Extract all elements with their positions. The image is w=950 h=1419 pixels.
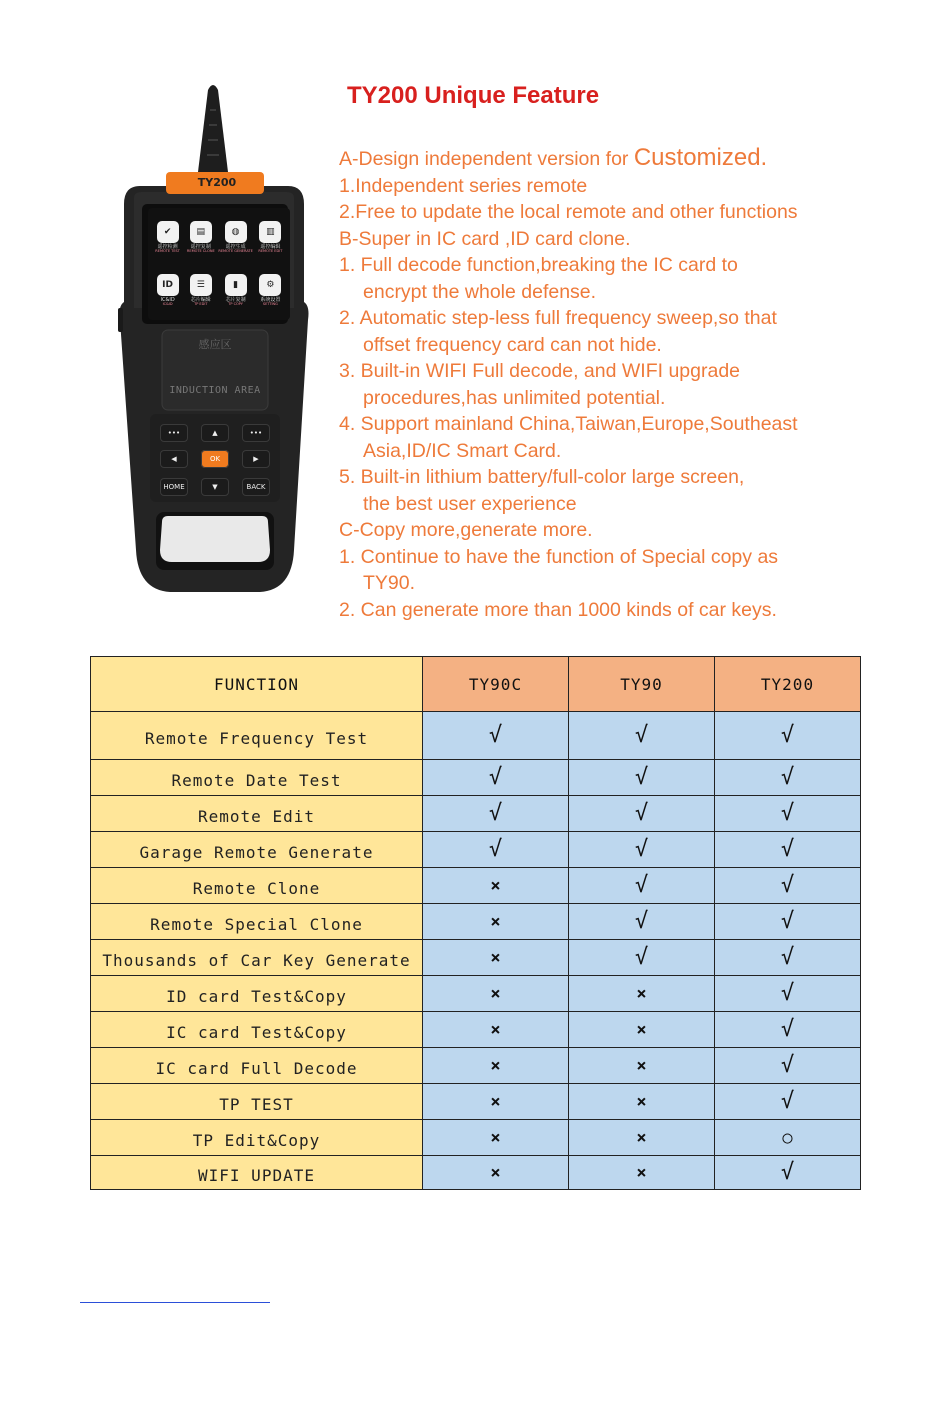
- feature-title: TY200 Unique Feature: [347, 82, 600, 109]
- function-name-cell: Remote Date Test: [91, 760, 423, 796]
- screen-app-caption: 芯片复制: [225, 297, 246, 304]
- screen-app-tile: [218, 212, 252, 263]
- screen-app-tile: [152, 212, 183, 263]
- screen-app-tile: [255, 212, 286, 263]
- function-name-cell: IC card Test&Copy: [91, 1012, 423, 1048]
- table-row: [91, 1156, 861, 1190]
- feature-list: [339, 145, 899, 623]
- ty90c-support-cell: ×: [423, 904, 569, 940]
- function-name-cell: Garage Remote Generate: [91, 832, 423, 868]
- feature-line: B-Super in IC card ,ID card clone.: [339, 227, 631, 250]
- function-name-cell: TP TEST: [91, 1084, 423, 1120]
- screen-app-subcaption: SETTING: [262, 302, 278, 307]
- function-name-cell: Remote Clone: [91, 868, 423, 904]
- link-underline[interactable]: [80, 1302, 270, 1303]
- ty90-support-cell: √: [569, 760, 715, 796]
- customized-emphasis: Customized.: [633, 144, 768, 171]
- table-row: [91, 712, 861, 760]
- device-screen: [148, 208, 290, 320]
- header-ty90c: TY90C: [423, 657, 569, 712]
- induction-area-en-label: INDUCTION AREA: [169, 385, 261, 396]
- feature-line: 1. Continue to have the function of Special copy as: [339, 545, 779, 568]
- feature-line-a-text: A-Design independent version for: [339, 148, 634, 170]
- screen-app-subcaption: REMOTE CLONE: [186, 249, 215, 254]
- header-ty90: TY90: [569, 657, 715, 712]
- feature-line: C-Copy more,generate more.: [339, 519, 593, 541]
- table-row: [91, 1084, 861, 1120]
- table-row: [91, 976, 861, 1012]
- ty200-support-cell: √: [715, 904, 861, 940]
- ic-id-icon: ID: [157, 274, 179, 296]
- feature-line-a: [339, 145, 899, 173]
- header-function: FUNCTION: [91, 657, 423, 712]
- ty90c-support-cell: ×: [423, 940, 569, 976]
- ty200-support-cell: √: [715, 1156, 861, 1190]
- menu-dots-key-right: •••: [242, 424, 270, 442]
- ty90c-support-cell: √: [423, 760, 569, 796]
- screen-app-subcaption: REMOTE EDIT: [258, 249, 283, 254]
- remote-edit-icon: ▥: [259, 221, 281, 243]
- screen-app-tile: [255, 265, 286, 316]
- ty90c-support-cell: √: [423, 796, 569, 832]
- function-name-cell: Remote Frequency Test: [91, 712, 423, 760]
- screen-app-subcaption: IC&ID: [162, 302, 173, 307]
- screen-app-subcaption: REMOTE TEST: [155, 249, 180, 254]
- screen-app-caption: 遥控编辑: [260, 244, 281, 251]
- table-row: [91, 868, 861, 904]
- ty90-support-cell: ×: [569, 1012, 715, 1048]
- ty200-support-cell: √: [715, 832, 861, 868]
- down-arrow-key: ▼: [201, 478, 229, 496]
- function-name-cell: TP Edit&Copy: [91, 1120, 423, 1156]
- feature-line: 1. Full decode function,breaking the IC card to: [339, 254, 738, 276]
- chip-edit-icon: ☰: [190, 274, 212, 296]
- up-arrow-key: ▲: [201, 424, 229, 442]
- screen-app-tile: [218, 265, 252, 316]
- device-brand-label: TY200: [197, 176, 237, 189]
- table-row: [91, 904, 861, 940]
- screen-app-tile: [152, 265, 183, 316]
- ty90c-support-cell: ×: [423, 1012, 569, 1048]
- screen-app-caption: IC&ID: [160, 297, 175, 304]
- ty90-support-cell: ×: [569, 1048, 715, 1084]
- remote-generate-icon: ◍: [225, 221, 247, 243]
- screen-app-subcaption: TP EDIT: [194, 302, 208, 307]
- table-row: [91, 1048, 861, 1084]
- ty90c-support-cell: √: [423, 712, 569, 760]
- ty200-support-cell: ○: [715, 1120, 861, 1156]
- feature-line: 2.Free to update the local remote and other functions: [339, 201, 798, 223]
- feature-line: the best user experience: [363, 492, 577, 515]
- feature-line: Asia,ID/IC Smart Card.: [363, 439, 562, 462]
- ty90c-support-cell: ×: [423, 1120, 569, 1156]
- ty90c-support-cell: √: [423, 832, 569, 868]
- ty90c-support-cell: ×: [423, 1048, 569, 1084]
- ty90c-support-cell: ×: [423, 1156, 569, 1190]
- feature-line: 4. Support mainland China,Taiwan,Europe,Southeast: [339, 413, 798, 435]
- comparison-table-body: [91, 712, 861, 1190]
- table-row: [91, 1120, 861, 1156]
- screen-app-tile: [185, 265, 216, 316]
- function-name-cell: ID card Test&Copy: [91, 976, 423, 1012]
- feature-line: 5. Built-in lithium battery/full-color large screen,: [339, 466, 745, 488]
- ty90-support-cell: √: [569, 712, 715, 760]
- left-arrow-key: ◀: [160, 450, 188, 468]
- comparison-table: [90, 656, 861, 1190]
- induction-area-cn-label: 感应区: [198, 338, 232, 351]
- feature-line: offset frequency card can not hide.: [363, 333, 662, 356]
- header-ty200: TY200: [715, 657, 861, 712]
- screen-app-tile: [185, 212, 216, 263]
- ty90-support-cell: ×: [569, 976, 715, 1012]
- ty200-support-cell: √: [715, 976, 861, 1012]
- function-name-cell: Remote Edit: [91, 796, 423, 832]
- ty200-support-cell: √: [715, 868, 861, 904]
- table-header-row: [91, 657, 861, 712]
- function-name-cell: WIFI UPDATE: [91, 1156, 423, 1190]
- screen-app-caption: 遥控检测: [157, 244, 178, 251]
- ty200-support-cell: √: [715, 1048, 861, 1084]
- ty200-device-image: [110, 80, 320, 600]
- screen-app-caption: 遥控复制: [190, 244, 211, 251]
- ty90c-support-cell: ×: [423, 868, 569, 904]
- ty200-support-cell: √: [715, 1084, 861, 1120]
- right-arrow-key: ▶: [242, 450, 270, 468]
- ty200-support-cell: √: [715, 760, 861, 796]
- remote-test-icon: ✔: [157, 221, 179, 243]
- screen-app-subcaption: REMOTE GENERATE: [218, 249, 253, 254]
- screen-app-caption: 遥控生成: [225, 244, 246, 251]
- ty90-support-cell: √: [569, 904, 715, 940]
- ty90-support-cell: ×: [569, 1120, 715, 1156]
- ty90-support-cell: √: [569, 868, 715, 904]
- table-row: [91, 832, 861, 868]
- ty200-support-cell: √: [715, 1012, 861, 1048]
- table-row: [91, 1012, 861, 1048]
- back-key: BACK: [242, 478, 270, 496]
- ty90-support-cell: ×: [569, 1156, 715, 1190]
- table-row: [91, 796, 861, 832]
- ty200-support-cell: √: [715, 712, 861, 760]
- ty90-support-cell: √: [569, 832, 715, 868]
- function-name-cell: Remote Special Clone: [91, 904, 423, 940]
- feature-line: 2. Can generate more than 1000 kinds of car keys.: [339, 598, 777, 621]
- feature-line: TY90.: [363, 572, 416, 594]
- screen-app-caption: 系统设置: [260, 297, 281, 304]
- table-row: [91, 760, 861, 796]
- menu-dots-key-left: •••: [160, 424, 188, 442]
- ty90-support-cell: √: [569, 940, 715, 976]
- ty90-support-cell: √: [569, 796, 715, 832]
- ty90c-support-cell: ×: [423, 976, 569, 1012]
- feature-line: encrypt the whole defense.: [363, 280, 597, 303]
- home-key: HOME: [160, 478, 188, 496]
- settings-icon: ⚙: [259, 274, 281, 296]
- ty90-support-cell: ×: [569, 1084, 715, 1120]
- screen-app-subcaption: TP COPY: [228, 302, 243, 307]
- ty200-support-cell: √: [715, 940, 861, 976]
- feature-line: procedures,has unlimited potential.: [363, 386, 666, 409]
- feature-line: 3. Built-in WIFI Full decode, and WIFI upgrade: [339, 360, 741, 382]
- ty90c-support-cell: ×: [423, 1084, 569, 1120]
- screen-app-caption: 芯片编辑: [190, 297, 211, 304]
- remote-clone-icon: ▤: [190, 221, 212, 243]
- ty200-support-cell: √: [715, 796, 861, 832]
- feature-line: 1.Independent series remote: [339, 174, 588, 197]
- ok-key: OK: [201, 450, 229, 468]
- function-name-cell: IC card Full Decode: [91, 1048, 423, 1084]
- feature-line: 2. Automatic step-less full frequency sweep,so that: [339, 307, 777, 329]
- function-name-cell: Thousands of Car Key Generate: [91, 940, 423, 976]
- table-row: [91, 940, 861, 976]
- chip-copy-icon: ▮: [225, 274, 247, 296]
